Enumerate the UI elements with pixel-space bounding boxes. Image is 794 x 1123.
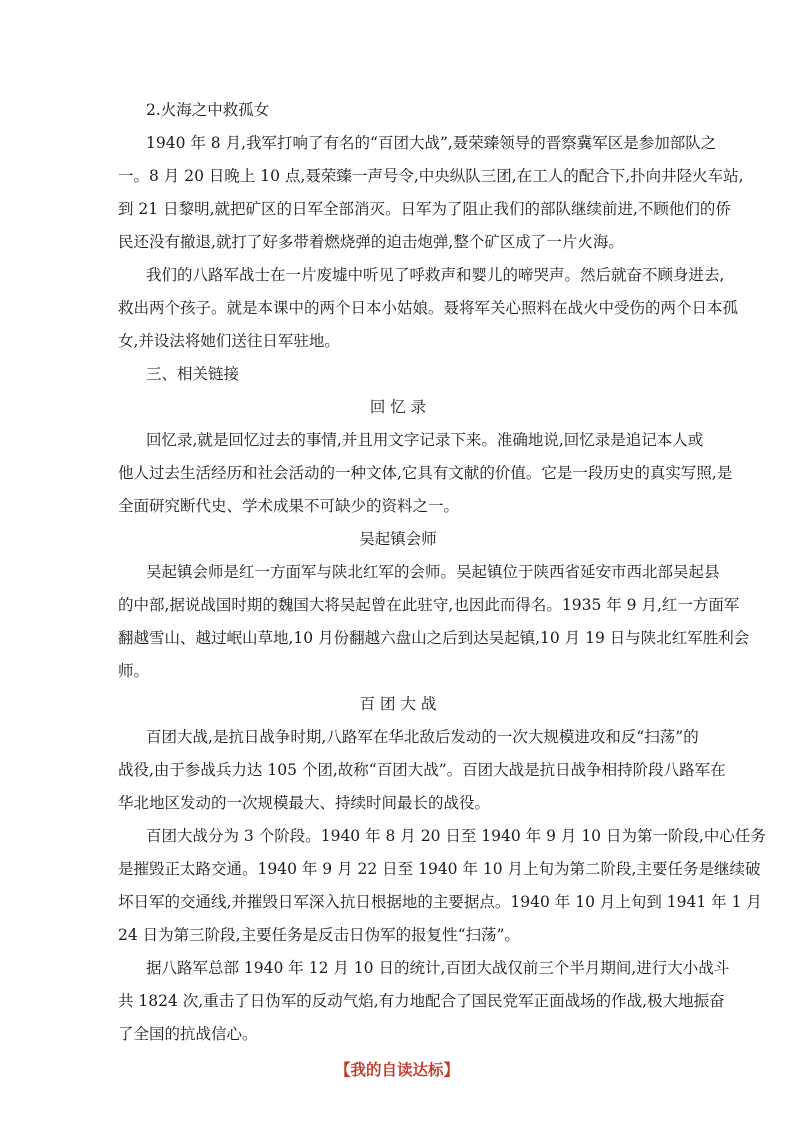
paragraph-line: 回忆录,就是回忆过去的事情,并且用文字记录下来。准确地说,回忆录是追记本人或 — [146, 431, 704, 449]
paragraph-line: 据八路军总部 1940 年 12 月 10 日的统计,百团大战仅前三个半月期间,进行大小战斗 — [146, 959, 730, 977]
paragraph-line: 24 日为第三阶段,主要任务是反击日伪军的报复性“扫荡”。 — [118, 926, 520, 944]
paragraph-line: 了全国的抗战信心。 — [118, 1025, 258, 1043]
paragraph-line: 百团大战,是抗日战争时期,八路军在华北敌后发动的一次大规模进攻和反“扫荡”的 — [146, 728, 699, 746]
paragraph-line: 他人过去生活经历和社会活动的一种文体,它具有文献的价值。它是一段历史的真实写照,是 — [118, 464, 733, 482]
paragraph-line: 我们的八路军战士在一片废墟中听见了呼救声和婴儿的啼哭声。然后就奋不顾身进去, — [146, 266, 725, 284]
section-heading-related-links: 三、相关链接 — [146, 365, 240, 383]
paragraph-line: 的中部,据说战国时期的魏国大将吴起曾在此驻守,也因此而得名。1935 年 9 月,红一方面军 — [118, 596, 740, 614]
self-reading-callout: 【我的自读达标】 — [334, 1060, 459, 1079]
paragraph-line: 师。 — [118, 662, 150, 680]
topic-title-wuqi: 吴起镇会师 — [359, 530, 437, 548]
paragraph-line: 救出两个孩子。就是本课中的两个日本小姑娘。聂将军关心照料在战火中受伤的两个日本孤 — [118, 299, 739, 317]
subsection-heading-rescue: 2.火海之中救孤女 — [146, 101, 270, 119]
paragraph-line: 共 1824 次,重击了日伪军的反动气焰,有力地配合了国民党军正面战场的作战,极大地振奋 — [118, 992, 725, 1010]
paragraph-line: 百团大战分为 3 个阶段。1940 年 8 月 20 日至 1940 年 9 月 10 日为第一阶段,中心任务 — [146, 827, 766, 845]
paragraph-line: 女,并设法将她们送往日军驻地。 — [118, 332, 340, 350]
paragraph-line: 民还没有撤退,就打了好多带着燃烧弹的迫击炮弹,整个矿区成了一片火海。 — [118, 233, 624, 251]
paragraph-line: 到 21 日黎明,就把矿区的日军全部消灭。日军为了阻止我们的部队继续前进,不顾他们的侨 — [118, 200, 731, 218]
topic-title-memoir: 回 忆 录 — [369, 398, 427, 416]
paragraph-line: 翻越雪山、越过岷山草地,10 月份翻越六盘山之后到达吴起镇,10 月 19 日与陕北红军胜利会 — [118, 629, 750, 647]
paragraph-line: 华北地区发动的一次规模最大、持续时间最长的战役。 — [118, 794, 491, 812]
topic-title-hundred-regiments: 百 团 大 战 — [359, 695, 437, 713]
paragraph-line: 战役,由于参战兵力达 105 个团,故称“百团大战”。百团大战是抗日战争相持阶段八路军在 — [118, 761, 726, 779]
paragraph-line: 吴起镇会师是红一方面军与陕北红军的会师。吴起镇位于陕西省延安市西北部吴起县 — [146, 563, 720, 581]
paragraph-line: 是摧毁正太路交通。1940 年 9 月 22 日至 1940 年 10 月上旬为第二阶段,主要任务是继续破 — [118, 860, 761, 878]
paragraph-line: 坏日军的交通线,并摧毁日军深入抗日根据地的主要据点。1940 年 10 月上旬到 1941 年 1 月 — [118, 893, 762, 911]
paragraph-line: 全面研究断代史、学术成果不可缺少的资料之一。 — [118, 497, 460, 515]
paragraph-line: 一。8 月 20 日晚上 10 点,聂荣臻一声号令,中央纵队三团,在工人的配合下,扑向井陉火车站, — [118, 167, 744, 185]
paragraph-line: 1940 年 8 月,我军打响了有名的“百团大战”,聂荣臻领导的晋察冀军区是参加部队之 — [146, 134, 717, 152]
